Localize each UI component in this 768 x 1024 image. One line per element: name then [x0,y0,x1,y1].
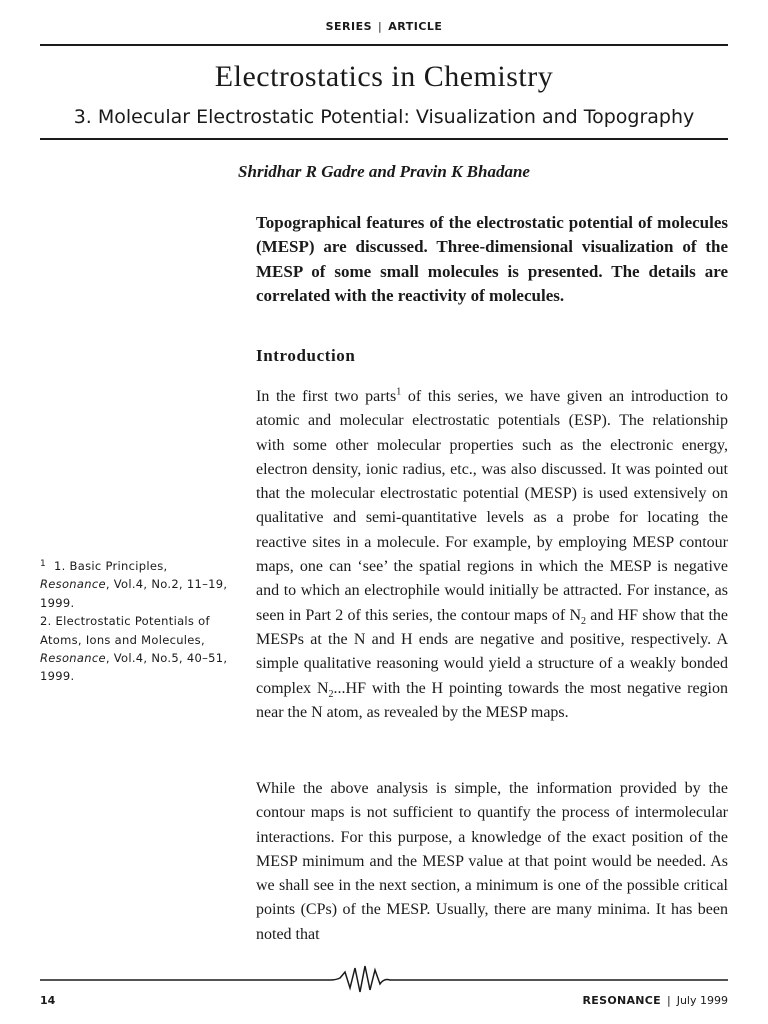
footnote-ref2-details: , Vol.4, No.5, 40–51, 1999. [40,651,228,684]
footer-wave-ornament [40,962,728,996]
p1-text-a: In the first two parts [256,388,397,405]
footnote-number: 1 [40,559,47,569]
p1-text-c: and HF show that the MESPs at the N and H ends are negative and positive, respectively. A simple qualitative reasoning would yield a structure of a weakly bonded complex N [256,606,729,697]
section-heading: Introduction [256,346,356,365]
p1-text-d: ...HF with the H pointing towards the most negative region near the N atom, as revealed by the MESP maps. [256,679,728,721]
footnote-ref1-text: 1. Basic Principles, [54,559,168,573]
page-number: 14 [40,994,56,1007]
p1-text-b: of this series, we have given an introduction to atomic and molecular electrostatic potentials (ESP). The relationship with some other molecular properties such as the electronic energy, electron density, ionic radius, etc., was also discussed. It was pointed out that the molecular electrostatic potential (MESP) is used extensively on qualitative and semi-quantitative levels as a probe for locating the reactive sites in a molecule. For example, by employing MESP contour maps, one can ‘see’ the spatial regions in which the MESP is negative and to which an electrophile would initially be attracted. For instance, as seen in Part 2 of this series, the contour maps of N [256,388,728,624]
article-subtitle: 3. Molecular Electrostatic Potential: Visualization and Topography [73,106,695,128]
header-article: ARTICLE [388,20,443,33]
footnote-ref1-details: , Vol.4, No.2, 11–19, 1999. [40,577,228,610]
article-title: Electrostatics in Chemistry [214,60,554,93]
footnote-ref2-text: 2. Electrostatic Potentials of Atoms, Ions and Molecules, [40,614,210,647]
subscript: 2 [328,688,334,700]
footnote-ref2-journal: Resonance [40,651,106,666]
paragraph-1 [256,385,728,725]
top-rule [40,44,728,46]
title-rule [40,138,728,140]
authors: Shridhar R Gadre and Pravin K Bhadane [238,162,530,181]
paragraph-2: While the above analysis is simple, the information provided by the contour maps is not sufficient to quantify the process of intermolecular interactions. For this purpose, a knowledge of the exact position of the MESP minimum and the MESP value at that point would be needed. As we shall see in the next section, a minimum is one of the possible critical points (CPs) of the MESP. Usually, there are many minima. It has been noted that [256,780,728,943]
subscript: 2 [581,615,587,627]
footnote-ref1-journal: Resonance [40,577,106,592]
running-header [0,20,768,33]
margin-footnote [40,555,232,686]
footnote-ref: 1 [396,386,402,398]
abstract: Topographical features of the electrostatic potential of molecules (MESP) are discussed. Three-dimensional visualization of the MESP of some small molecules is presented. The details are correlated with the reactivity of molecules. [256,213,728,306]
journal-issue: July 1999 [676,994,728,1007]
header-series: SERIES [325,20,373,33]
footer-journal [583,994,728,1007]
header-separator: | [378,20,383,33]
journal-name: RESONANCE [582,994,661,1007]
footer-separator: | [667,994,671,1007]
